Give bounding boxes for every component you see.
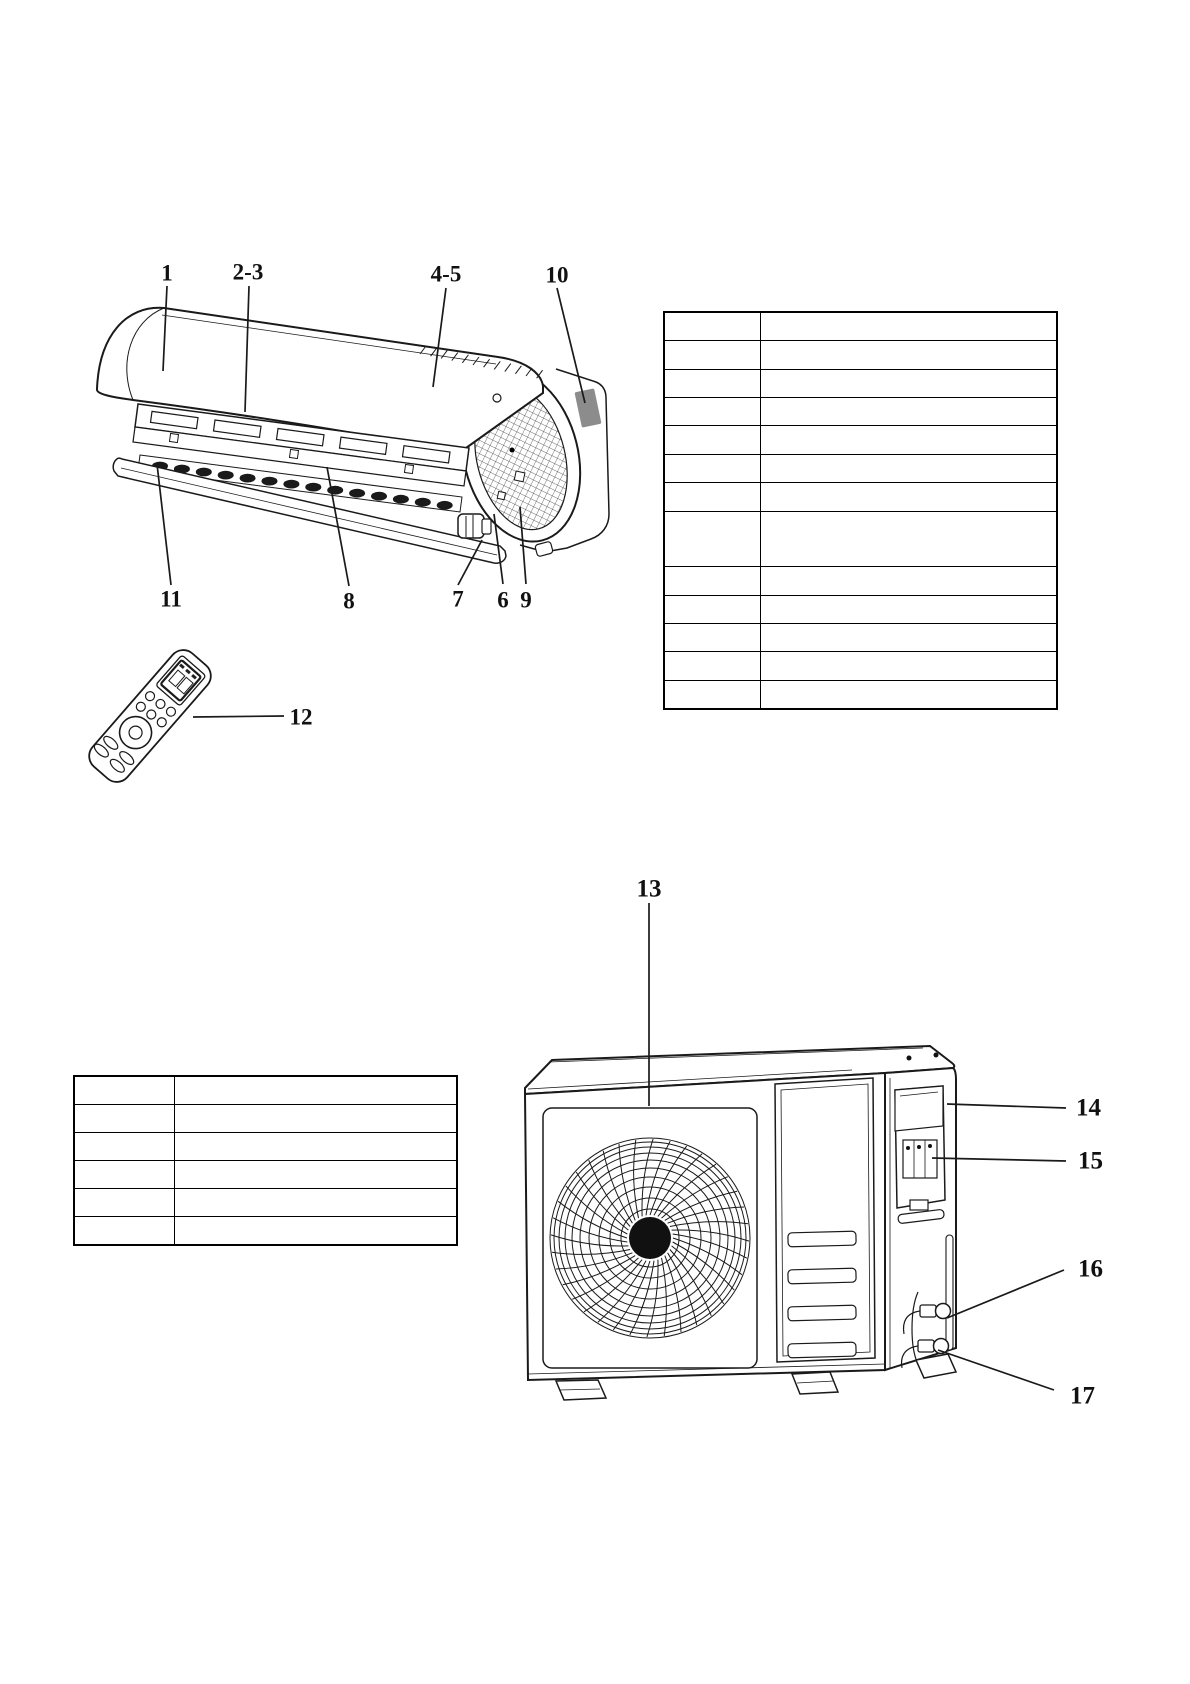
table-row [665,397,1056,425]
table-cell [665,567,761,594]
table-cell [75,1161,175,1188]
side-slot [946,1235,953,1350]
table-cell [665,483,761,510]
table-cell [665,313,761,340]
part-label-2-3: 2-3 [232,259,264,285]
fan-hub [629,1217,671,1259]
part-label-9: 9 [520,587,532,613]
part-label-6: 6 [497,587,509,613]
drain-knob [458,514,491,538]
table-cell [761,370,1056,397]
table-row [665,651,1056,679]
table-row [75,1104,456,1132]
table-cell [761,455,1056,482]
table-cell [75,1077,175,1104]
table-cell [175,1077,456,1104]
table-cell [75,1217,175,1244]
table-cell [665,681,761,708]
table-row [665,566,1056,594]
part-label-16: 16 [1078,1255,1103,1283]
table-row [665,425,1056,453]
table-cell [665,652,761,679]
table-cell [761,681,1056,708]
valve-upper [936,1304,951,1319]
part-label-11: 11 [160,586,182,612]
table-cell [761,398,1056,425]
table-cell [761,483,1056,510]
table-row [665,313,1056,340]
part-label-14: 14 [1076,1094,1101,1122]
table-cell [665,624,761,651]
table-row [665,623,1056,651]
table-cell [761,341,1056,368]
table-cell [175,1105,456,1132]
table-row [665,454,1056,482]
table-row [665,511,1056,567]
part-label-1: 1 [161,260,173,286]
table-cell [665,370,761,397]
part-label-8: 8 [343,588,355,614]
part-label-7: 7 [452,586,464,612]
part-label-10: 10 [545,262,569,288]
outdoor-unit-diagram [525,876,1103,1410]
table-row [75,1216,456,1244]
table-cell [175,1217,456,1244]
remote-control-diagram [83,644,216,787]
table-row [665,595,1056,623]
table-cell [761,426,1056,453]
table-row [75,1077,456,1104]
part-label-12: 12 [289,704,313,730]
table-cell [665,341,761,368]
table-cell [175,1133,456,1160]
part-label-4-5: 4-5 [430,261,462,287]
terminal-cover [895,1086,943,1131]
table-cell [665,455,761,482]
table-cell [665,426,761,453]
table-cell [665,512,761,567]
table-cell [761,313,1056,340]
indoor-parts-table [663,311,1058,710]
part-label-13: 13 [636,875,662,903]
table-cell [75,1133,175,1160]
table-cell [175,1189,456,1216]
table-cell [761,624,1056,651]
part-label-17: 17 [1070,1382,1095,1410]
table-cell [761,512,1056,567]
table-row [75,1132,456,1160]
table-row [75,1160,456,1188]
table-cell [761,652,1056,679]
terminal-box [895,1086,945,1210]
table-row [665,340,1056,368]
table-row [75,1188,456,1216]
table-row [665,482,1056,510]
table-cell [175,1161,456,1188]
table-row [665,369,1056,397]
table-cell [665,398,761,425]
table-cell [665,596,761,623]
table-row [665,680,1056,708]
table-cell [761,596,1056,623]
table-cell [75,1189,175,1216]
outdoor-parts-table [73,1075,458,1246]
table-cell [761,567,1056,594]
table-cell [75,1105,175,1132]
part-label-15: 15 [1078,1147,1103,1175]
